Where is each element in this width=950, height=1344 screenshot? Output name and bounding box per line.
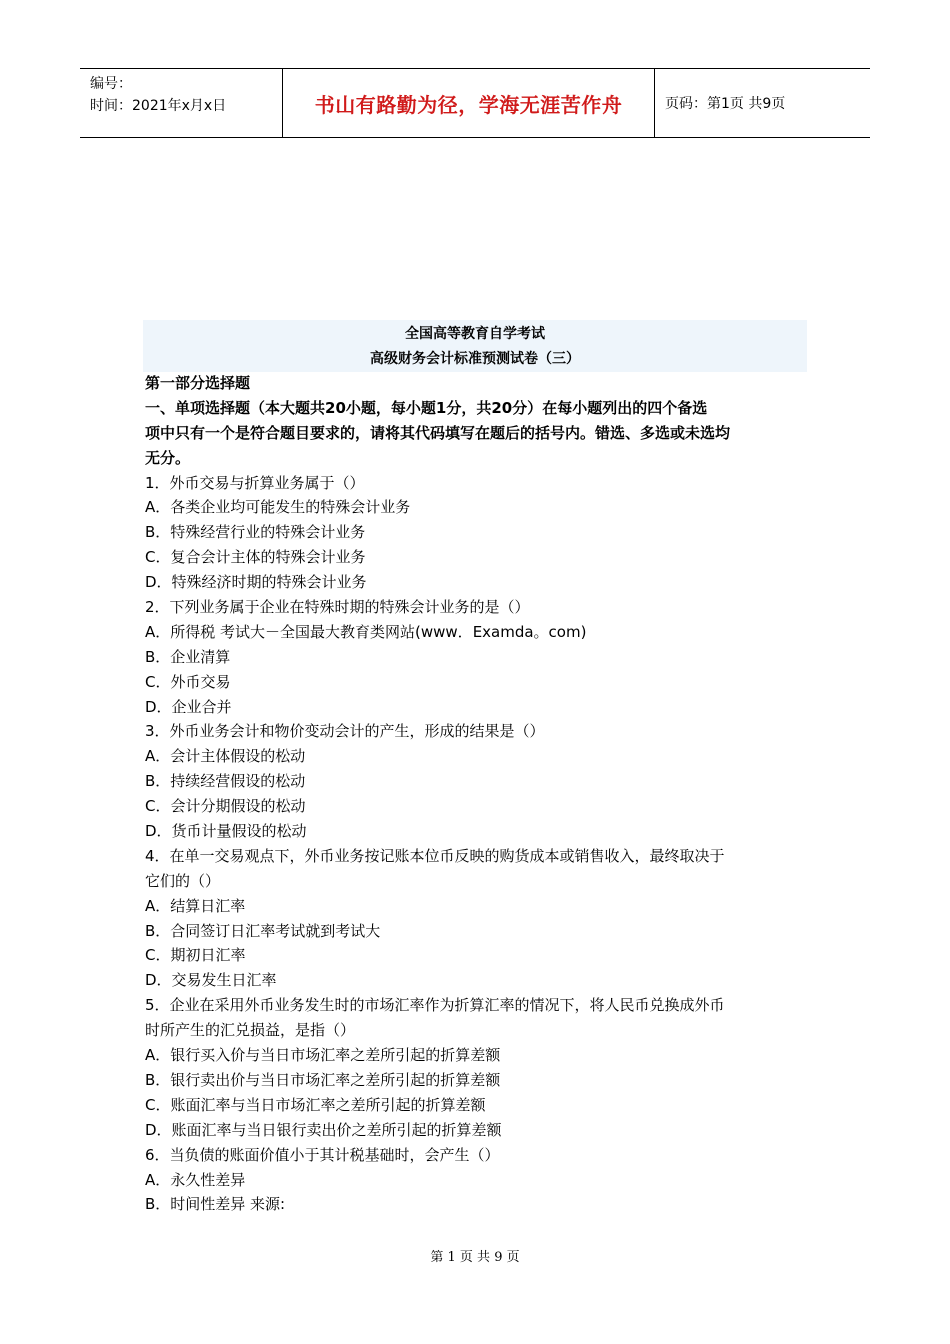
instructions-line: 一、单项选择题（本大题共20小题，每小题1分，共20分）在每小题列出的四个备选 — [145, 398, 708, 417]
question-5-continued: 时所产生的汇兑损益，是指（） — [145, 1021, 356, 1040]
option-line: A．结算日汇率 — [145, 896, 246, 915]
option-line: C．复合会计主体的特殊会计业务 — [145, 548, 366, 567]
header-page-label: 页码：第1页 共9页 — [665, 96, 786, 112]
instructions-line: 项中只有一个是符合题目要求的，请将其代码填写在题后的括号内。错选、多选或未选均 — [145, 423, 731, 442]
page-footer: 第 1 页 共 9 页 — [430, 1250, 520, 1265]
option-line: B．时间性差异 来源: — [145, 1195, 286, 1214]
option-line: B．银行卖出价与当日市场汇率之差所引起的折算差额 — [145, 1070, 501, 1089]
document-number-label: 编号： — [90, 76, 132, 92]
option-line: D．企业合并 — [145, 697, 232, 716]
exam-subtitle: 高级财务会计标准预测试卷（三） — [370, 351, 580, 367]
option-line: C．会计分期假设的松动 — [145, 797, 306, 816]
question-4-continued: 它们的（） — [145, 871, 221, 890]
option-line: D．货币计量假设的松动 — [145, 822, 307, 841]
option-line: A．各类企业均可能发生的特殊会计业务 — [145, 498, 411, 517]
instructions-line: 无分。 — [145, 448, 191, 467]
option-line: D．账面汇率与当日银行卖出价之差所引起的折算差额 — [145, 1120, 502, 1139]
section-heading: 第一部分选择题 — [145, 374, 251, 392]
question-1: 1．外币交易与折算业务属于（） — [145, 473, 365, 492]
option-line: D．特殊经济时期的特殊会计业务 — [145, 573, 367, 592]
option-line: A．银行买入价与当日市场汇率之差所引起的折算差额 — [145, 1046, 501, 1065]
option-line: D．交易发生日汇率 — [145, 971, 277, 990]
option-line: C．外币交易 — [145, 672, 231, 691]
option-line: C．账面汇率与当日市场汇率之差所引起的折算差额 — [145, 1095, 486, 1114]
option-line: B．特殊经营行业的特殊会计业务 — [145, 523, 366, 542]
question-6: 6．当负债的账面价值小于其计税基础时，会产生（） — [145, 1145, 500, 1164]
option-line: B．企业清算 — [145, 647, 231, 666]
question-2: 2．下列业务属于企业在特殊时期的特殊会计业务的是（） — [145, 598, 530, 617]
option-line: C．期初日汇率 — [145, 946, 246, 965]
exam-title: 全国高等教育自学考试 — [405, 326, 545, 342]
option-line: B．合同签订日汇率考试就到考试大 — [145, 921, 381, 940]
option-line: B．持续经营假设的松动 — [145, 772, 306, 791]
header-motto: 书山有路勤为径，学海无涯苦作舟 — [282, 69, 655, 137]
option-line: A．会计主体假设的松动 — [145, 747, 306, 766]
question-5: 5．企业在采用外币业务发生时的市场汇率作为折算汇率的情况下，将人民币兑换成外币 — [145, 996, 725, 1015]
question-3: 3．外币业务会计和物价变动会计的产生，形成的结果是（） — [145, 722, 545, 741]
header-meta — [80, 69, 282, 137]
question-4: 4．在单一交易观点下，外币业务按记账本位币反映的购货成本或销售收入，最终取决于 — [145, 846, 725, 865]
page-header — [80, 68, 870, 138]
exam-content — [145, 371, 810, 1217]
option-line: A．所得税 考试大－全国最大教育类网站(www．Examda。com) — [145, 622, 587, 641]
document-time-label: 时间：2021年x月x日 — [90, 98, 227, 114]
option-line: A．永久性差异 — [145, 1170, 246, 1189]
